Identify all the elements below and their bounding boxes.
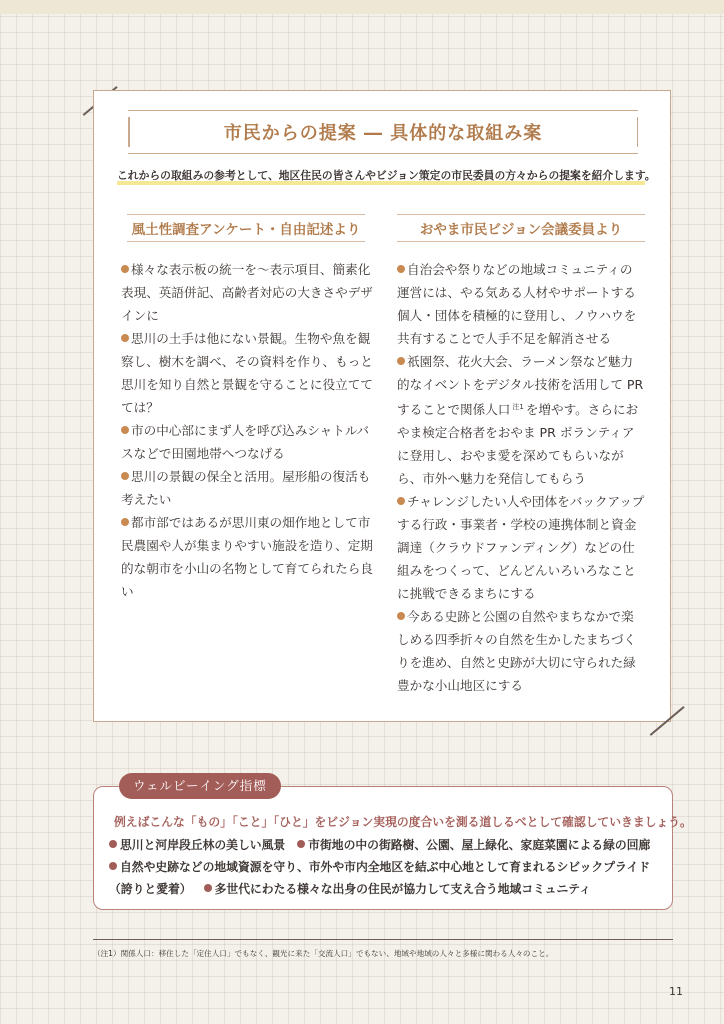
bullet-icon — [121, 426, 129, 434]
wellbeing-tab-label: ウェルビーイング指標 — [119, 773, 281, 799]
intro-text: これからの取組みの参考として、地区住民の皆さんやビジョン策定の市民委員の方々からの提案を紹介します。 — [117, 169, 656, 182]
wellbeing-indicator-list — [109, 834, 665, 900]
bullet-icon — [109, 840, 117, 848]
title-box-right-bar — [637, 117, 639, 147]
bullet-icon — [121, 334, 129, 342]
list-item: 多世代にわたる様々な出身の住民が協力して支え合う地域コミュニティ — [204, 882, 591, 896]
survey-proposal-list — [121, 258, 373, 603]
list-item: 思川の景観の保全と活用。屋形船の復活も考えたい — [121, 469, 371, 507]
footnote-reference: 注1 — [512, 403, 524, 411]
committee-proposal-list — [397, 258, 645, 697]
footnote: （注1）関係人口：移住した「定住人口」でもなく、観光に来た「交流人口」でもない、地域や地域の人々と多様に関わる人々のこと。 — [93, 949, 554, 958]
list-item: 様々な表示板の統一を〜表示項目、簡素化表現、英語併記、高齢者対応の大きさやデザインに — [121, 262, 373, 323]
top-band — [0, 0, 724, 14]
bullet-icon — [397, 357, 405, 365]
left-column-heading: 風土性調査アンケート・自由記述より — [127, 214, 365, 242]
list-item: 思川の土手は他にない景観。生物や魚を観察し、樹木を調べ、その資料を作り、もっと思川を知り自然と景観を守ることに役立ててては？ — [121, 331, 373, 415]
page-title: 市民からの提案 ― 具体的な取組み案 — [223, 123, 543, 144]
bullet-icon — [121, 518, 129, 526]
bullet-icon — [397, 265, 405, 273]
bullet-icon — [121, 472, 129, 480]
list-item: 市の中心部にまず人を呼び込みシャトルバスなどで田園地帯へつなげる — [121, 423, 370, 461]
list-item: チャレンジしたい人や団体をバックアップする行政・事業者・学校の連携体制と資金調達（クラウドファンディング）などの仕組みをつくって、どんどんいろいろなことに挑戦できるまちにする — [397, 494, 645, 601]
footnote-divider — [93, 939, 673, 940]
bullet-icon — [297, 840, 305, 848]
list-item: 自然や史跡などの地域資源を守り、市外や市内全地区を結ぶ中心地として育まれるシビックプライド（誇りと愛着） — [109, 860, 651, 896]
wellbeing-lead-text: 例えばこんな「もの」「こと」「ひと」をビジョン実現の度合いを測る道しるべとして確認していきましょう。 — [114, 815, 692, 829]
page-number: 11 — [669, 985, 683, 998]
bullet-icon — [397, 612, 405, 620]
list-item: 市街地の中の街路樹、公園、屋上緑化、家庭菜園による緑の回廊 — [297, 838, 650, 852]
title-box-left-bar — [128, 117, 130, 147]
bullet-icon — [121, 265, 129, 273]
bullet-icon — [397, 497, 405, 505]
list-item: 思川と河岸段丘林の美しい風景 — [109, 838, 285, 852]
bullet-icon — [109, 862, 117, 870]
list-item: 今ある史跡と公園の自然やまちなかで楽しめる四季折々の自然を生かしたまちづくりを進め、自然と史跡が大切に守られた緑豊かな小山地区にする — [397, 609, 637, 693]
list-item: 都市部ではあるが思川東の畑作地として市民農園や人が集まりやすい施設を造り、定期的な朝市を小山の名物として育てられたら良い — [121, 515, 373, 599]
list-item: 自治会や祭りなどの地域コミュニティの運営には、やる気ある人材やサポートする個人・団体を積極的に登用し、ノウハウを共有することで人手不足を解消させる — [397, 262, 637, 346]
proposal-title-box — [128, 110, 638, 154]
list-item: 祇園祭、花火大会、ラーメン祭など魅力的なイベントをデジタル技術を活用して PR することで関係人口 $^{注1}$ を増やす。さらにおやま検定合格者をおやま PR ボランティアに登用し、おやま愛を深めてもらいながら、市外へ魅力を発信してもらう — [397, 354, 644, 486]
bullet-icon — [204, 884, 212, 892]
right-column-heading: おやま市民ビジョン会議委員より — [397, 214, 645, 242]
